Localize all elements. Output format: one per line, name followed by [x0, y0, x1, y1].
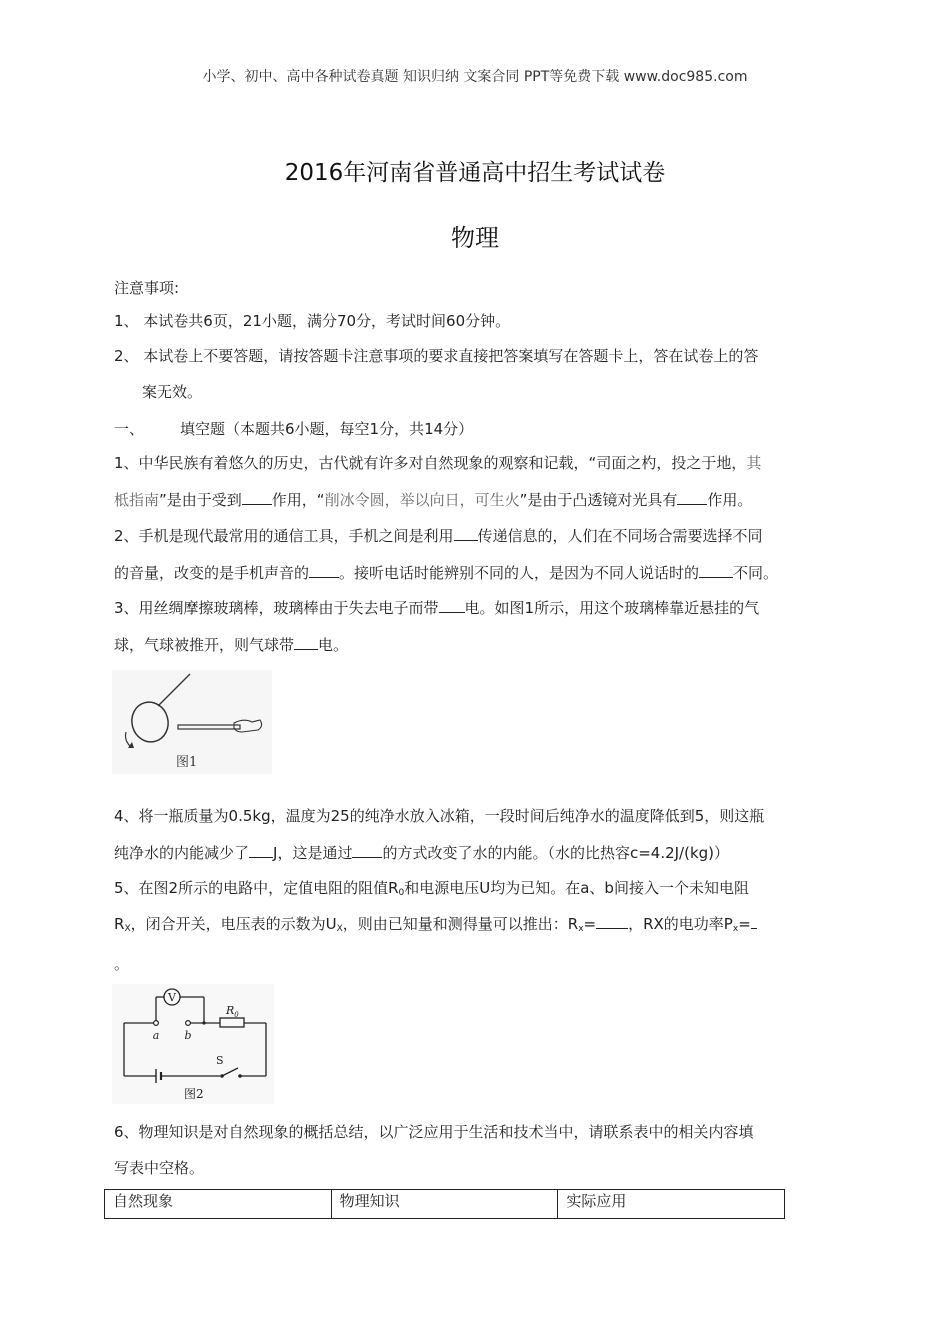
q1-text-2b: ”是由于受到	[159, 491, 242, 509]
exam-title: 2016年河南省普通高中招生考试试卷	[284, 160, 666, 186]
resistor-label-main: R	[226, 1004, 235, 1017]
figure-2-caption: 图2	[184, 1087, 204, 1101]
q6-table	[104, 1189, 785, 1219]
q1-text-1: 1、中华民族有着悠久的历史，古代就有许多对自然现象的观察和记载，“司面之杓，投之于地，	[114, 454, 747, 472]
q2-text-2a: 的音量，改变的是手机声音的	[114, 564, 310, 582]
q3-line-1	[114, 598, 840, 618]
q4-blank-2	[352, 843, 382, 858]
q6-line-1: 6、物理知识是对自然现象的概括总结，以广泛应用于生活和技术当中，请联系表中的相关内容填	[114, 1123, 754, 1141]
q4-text-2a: 纯净水的内能减少了	[114, 844, 250, 862]
label-b: b	[184, 1029, 192, 1042]
q5-sub-4: x	[578, 924, 584, 934]
q5-text-2f: =	[738, 915, 751, 933]
q4-line-2	[114, 843, 840, 863]
exam-subject: 物理	[451, 224, 499, 252]
q1-line-1	[114, 453, 840, 473]
resistor-label-sub: 0	[234, 1011, 239, 1019]
q1-line-2	[114, 490, 840, 510]
q5-sub-1: 0	[398, 888, 405, 898]
q1-text-2f: 作用。	[707, 491, 753, 509]
q3-text-2b: 电。	[318, 636, 349, 654]
q5-line-2	[114, 914, 840, 939]
q2-text-1b: 传递信息的，人们在不同场合需要选择不同	[477, 527, 763, 545]
q5-text-1a: 5、在图2所示的电路中，定值电阻的阻值R	[114, 879, 399, 897]
q5-line-3: 。	[114, 955, 130, 973]
table-header-natural-phenomenon: 自然现象	[105, 1190, 332, 1219]
q4-line-1: 4、将一瓶质量为0.5kg，温度为25的纯净水放入冰箱，一段时间后纯净水的温度降低到5，则这瓶	[114, 807, 765, 825]
switch-label: S	[216, 1054, 224, 1067]
table-header-practical-application: 实际应用	[558, 1190, 785, 1219]
table-header-physics-knowledge: 物理知识	[331, 1190, 558, 1219]
figure-1	[112, 670, 272, 774]
notice-heading: 注意事项:	[114, 279, 180, 297]
q2-blank-2	[309, 563, 339, 578]
junction-dot	[202, 1021, 205, 1024]
q5-sub-5: x	[732, 924, 739, 934]
q3-text-1a: 3、用丝绸摩擦玻璃棒，玻璃棒由于失去电子而带	[114, 599, 439, 617]
section-1-number: 一、	[114, 420, 145, 438]
q1-text-2e: ”是由于凸透镜对光具有	[519, 491, 678, 509]
table-header-row	[105, 1190, 785, 1219]
q5-sub-2: X	[124, 924, 131, 934]
figure-2	[112, 984, 274, 1104]
q3-text-2a: 球，气球被推开，则气球带	[114, 636, 295, 654]
label-a: a	[152, 1029, 160, 1042]
voltmeter-label: V	[168, 991, 176, 1004]
q1-blank-2	[677, 490, 707, 505]
q1-text-1-gray: 其	[746, 454, 762, 472]
q5-blank-2	[751, 914, 757, 929]
terminal-b	[186, 1021, 191, 1026]
q2-text-2c: 不同。	[733, 564, 779, 582]
q1-text-2c: 作用，“	[271, 491, 325, 509]
q1-text-2d: 削冰令圆，举以向日，可生火	[324, 491, 520, 509]
terminal-a	[154, 1021, 159, 1026]
figure-2-background	[112, 984, 274, 1104]
notice-item-2: 2、 本试卷上不要答题，请按答题卡注意事项的要求直接把答案填写在答题卡上，答在试卷上的答	[114, 347, 759, 365]
page-header: 小学、初中、高中各种试卷真题 知识归纳 文案合同 PPT等免费下载 www.doc985.com	[202, 69, 748, 85]
q4-text-2c: 的方式改变了水的内能。（水的比热容c=4.2J/(kg)）	[382, 844, 730, 862]
q3-text-1b: 电。如图1所示，用这个玻璃棒靠近悬挂的气	[464, 599, 760, 617]
figure-1-caption: 图1	[176, 755, 198, 770]
q5-text-2e: ，RX的电功率P	[628, 915, 733, 933]
q5-blank-1	[596, 914, 628, 929]
q5-text-2c: ，则由已知量和测得量可以推出：R	[342, 915, 579, 933]
q2-text-1: 2、手机是现代最常用的通信工具，手机之间是利用	[114, 527, 454, 545]
q4-blank-1	[249, 843, 273, 858]
q6-line-2: 写表中空格。	[114, 1159, 205, 1177]
q3-line-2	[114, 635, 840, 655]
q2-line-2	[114, 563, 840, 583]
q5-text-1b: 和电源电压U均为已知。在a、b间接入一个未知电阻	[404, 879, 749, 897]
q3-blank-1	[439, 598, 465, 613]
notice-item-2-cont: 案无效。	[142, 383, 203, 401]
q5-sub-3: X	[336, 924, 343, 934]
q2-line-1	[114, 526, 840, 546]
q2-text-2b: 。接听电话时能辨别不同的人，是因为不同人说话时的	[339, 564, 700, 582]
q1-blank-1	[242, 490, 272, 505]
q2-blank-1	[454, 526, 478, 541]
q5-text-2a: R	[114, 915, 125, 933]
section-1-title: 填空题（本题共6小题，每空1分，共14分）	[180, 420, 474, 438]
notice-item-1: 1、 本试卷共6页，21小题，满分70分，考试时间60分钟。	[114, 312, 511, 330]
q1-text-2a: 柢指南	[114, 491, 160, 509]
q2-blank-3	[699, 563, 733, 578]
q4-text-2b: J，这是通过	[273, 844, 353, 862]
q3-blank-2	[294, 635, 318, 650]
q5-line-1	[114, 878, 840, 903]
q5-text-2b: ，闭合开关，电压表的示数为U	[130, 915, 337, 933]
q5-text-2d: =	[583, 915, 597, 933]
